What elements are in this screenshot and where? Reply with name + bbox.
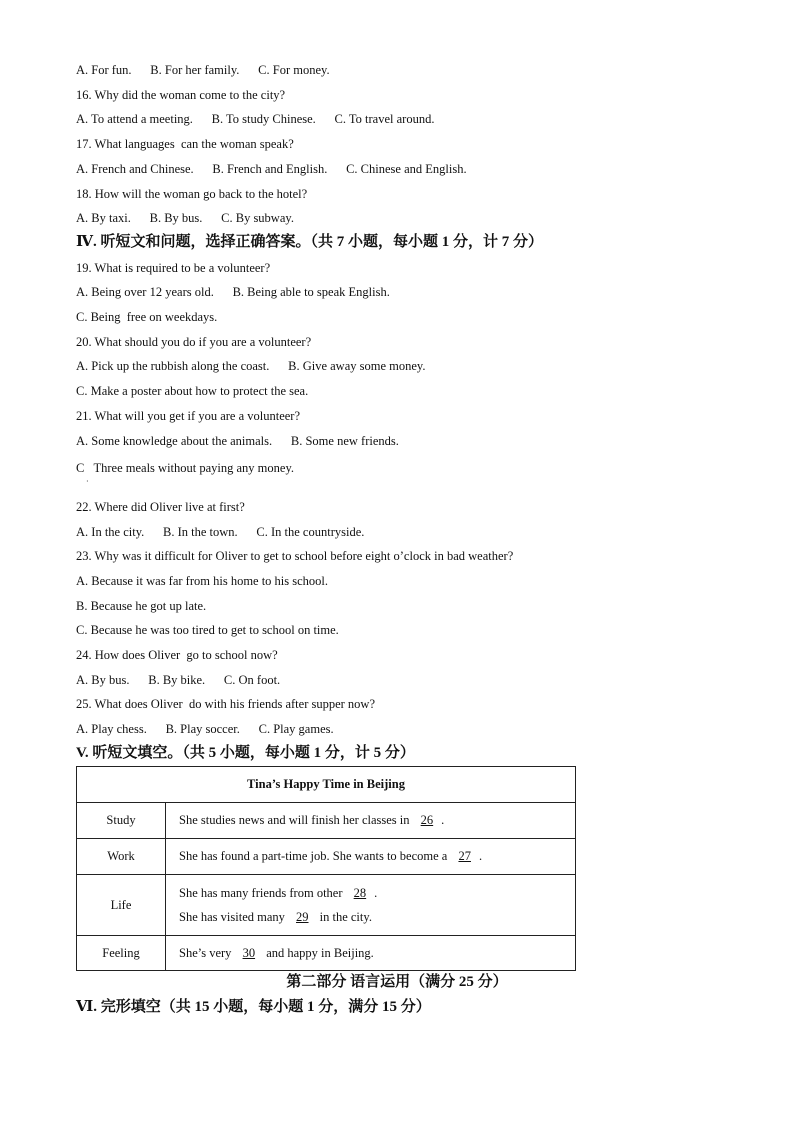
blank-27[interactable]: 27 xyxy=(458,849,471,863)
q15-options: A. For fun. B. For her family. C. For money. xyxy=(76,63,330,77)
table-row-feeling xyxy=(77,936,576,971)
q22-options: A. In the city. B. In the town. C. In the countryside. xyxy=(76,525,365,539)
q17-options: A. French and Chinese. B. French and English. C. Chinese and English. xyxy=(76,162,467,176)
q19-options-ab: A. Being over 12 years old. B. Being able to speak English. xyxy=(76,285,390,299)
q17-question: 17. What languages can the woman speak? xyxy=(76,137,294,151)
q21-option-c: C Three meals without paying any money. xyxy=(76,461,295,475)
table-row-life xyxy=(77,875,576,936)
q20-option-c: C. Make a poster about how to protect the sea. xyxy=(76,384,309,398)
q21-options-ab: A. Some knowledge about the animals. B. Some new friends. xyxy=(76,434,399,448)
q24-question: 24. How does Oliver go to school now? xyxy=(76,648,278,662)
q23-option-b: B. Because he got up late. xyxy=(76,599,207,613)
table-row-work xyxy=(77,839,576,875)
section-6-heading: Ⅵ. 完形填空（共 15 小题，每小题 1 分，满分 15 分） xyxy=(76,999,431,1015)
section-4-heading: Ⅳ. 听短文和问题，选择正确答案。（共 7 小题，每小题 1 分，计 7 分） xyxy=(76,234,544,250)
q22-question: 22. Where did Oliver live at first? xyxy=(76,500,245,514)
row-label-life: Life xyxy=(77,875,166,936)
part-2-heading: 第二部分 语言运用（满分 25 分） xyxy=(286,974,508,990)
q23-question: 23. Why was it difficult for Oliver to get to school before eight o’clock in bad weather? xyxy=(76,549,514,563)
q19-question: 19. What is required to be a volunteer? xyxy=(76,261,271,275)
q23-option-c: C. Because he was too tired to get to school on time. xyxy=(76,623,339,637)
stray-dot: · xyxy=(86,477,89,486)
q19-option-c: C. Being free on weekdays. xyxy=(76,310,218,324)
blank-30[interactable]: 30 xyxy=(242,945,256,960)
row-label-work: Work xyxy=(77,839,166,875)
q16-options: A. To attend a meeting. B. To study Chinese. C. To travel around. xyxy=(76,112,435,126)
fill-in-table xyxy=(76,766,576,971)
q21-question: 21. What will you get if you are a volunteer? xyxy=(76,409,301,423)
q16-question: 16. Why did the woman come to the city? xyxy=(76,88,286,102)
row-label-study: Study xyxy=(77,803,166,839)
row-text-life: She has many friends from other 28 . She has visited many 29 in the city. xyxy=(166,875,576,936)
section-5-heading: V. 听短文填空。（共 5 小题，每小题 1 分，计 5 分） xyxy=(76,745,415,761)
table-row-study xyxy=(77,803,576,839)
q18-question: 18. How will the woman go back to the hotel? xyxy=(76,187,308,201)
row-text-study: She studies news and will finish her classes in 26 . xyxy=(166,803,576,839)
q20-options-ab: A. Pick up the rubbish along the coast. B. Give away some money. xyxy=(76,359,426,373)
q25-options: A. Play chess. B. Play soccer. C. Play games. xyxy=(76,722,334,736)
q20-question: 20. What should you do if you are a volunteer? xyxy=(76,335,312,349)
blank-29[interactable]: 29 xyxy=(296,910,309,924)
q25-question: 25. What does Oliver do with his friends after supper now? xyxy=(76,697,376,711)
row-text-feeling: She’s very 30 and happy in Beijing. xyxy=(166,936,576,971)
table-title: Tina’s Happy Time in Beijing xyxy=(77,767,576,803)
q18-options: A. By taxi. B. By bus. C. By subway. xyxy=(76,211,294,225)
row-label-feeling: Feeling xyxy=(77,936,166,971)
q24-options: A. By bus. B. By bike. C. On foot. xyxy=(76,673,281,687)
row-text-work: She has found a part-time job. She wants to become a 27 . xyxy=(166,839,576,875)
blank-28[interactable]: 28 xyxy=(353,886,367,900)
blank-26[interactable]: 26 xyxy=(420,813,434,827)
q23-option-a: A. Because it was far from his home to his school. xyxy=(76,574,329,588)
